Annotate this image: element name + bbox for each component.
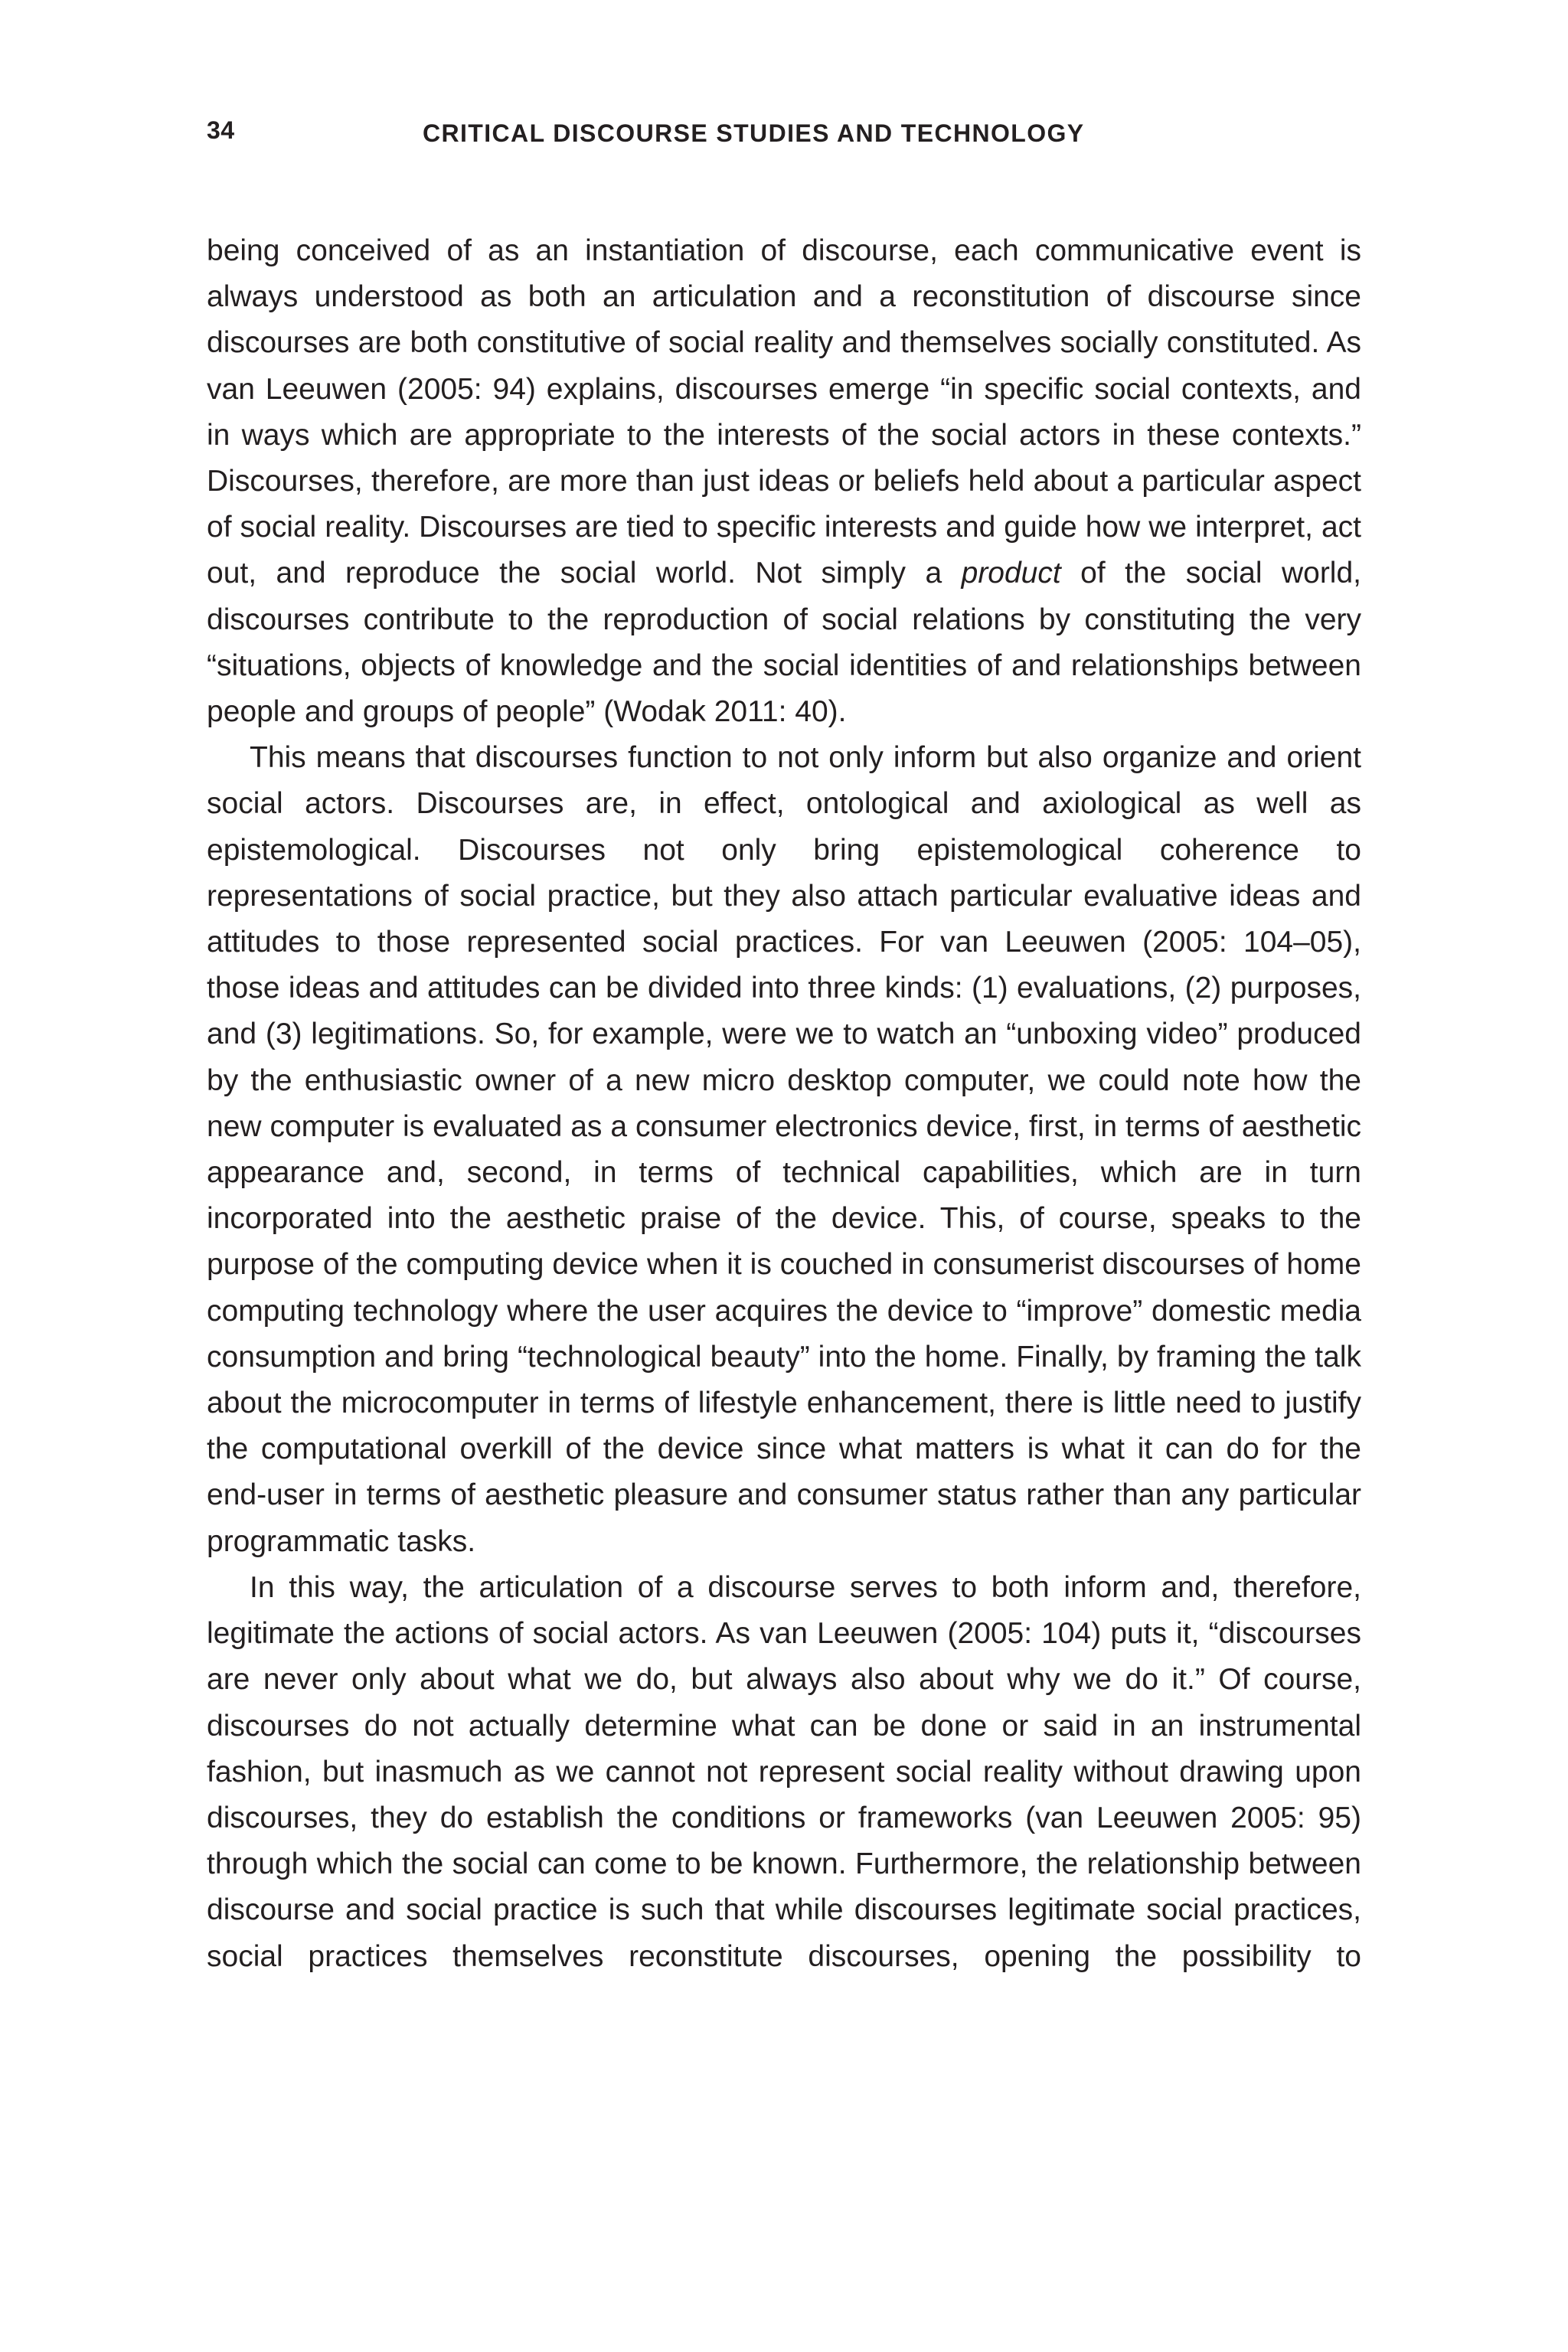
page-number: 34	[207, 116, 235, 144]
body-text	[207, 228, 1361, 1980]
paragraph-3: In this way, the articulation of a discourse serves to both inform and, therefore, legitimate the actions of social actors. As van Leeuwen (2005: 104) puts it, “discourses are never only about what we do, but always also about why we do it.” Of course, discourses do not actually determine what can be done or said in an instrumental fashion, but inasmuch as we cannot not represent social reality without drawing upon discourses, they do establish the conditions or frameworks (van Leeuwen 2005: 95) through which the social can come to be known. Furthermore, the relationship between discourse and social practice is such that while discourses legitimate social practices, social practices themselves reconstitute discourses, opening the possibility to	[207, 1570, 1361, 1973]
paragraph-1-text-start: being conceived of as an instantiation of discourse, each communicative event is always understood as both an articulation and a reconstitution of discourse since discourses are both constitutive of social reality and themselves socially constituted. As van Leeuwen (2005: 94) explains, discourses emerge “in specific social contexts, and in ways which are appropriate to the interests of the social actors in these contexts.” Discourses, therefore, are more than just ideas or beliefs held about a particular aspect of social reality. Discourses are tied to specific interests and guide how we interpret, act out, and reproduce the social world. Not simply a	[207, 234, 1361, 590]
paragraph-continued	[207, 228, 1361, 735]
running-title: CRITICAL DISCOURSE STUDIES AND TECHNOLOGY	[423, 119, 1085, 147]
paragraph-1-text-end: of the social world, discourses contribute to the reproduction of social relations by constituting the very “situations, objects of knowledge and the social identities of and relationships between people and groups of people” (Wodak 2011: 40).	[207, 557, 1361, 729]
running-head	[207, 115, 1361, 153]
paragraph-2: This means that discourses function to not only inform but also organize and orient social actors. Discourses are, in effect, ontological and axiological as well as epistemological. Discourses not only bring epistemological coherence to representations of social practice, but they also attach particular evaluative ideas and attitudes to those represented social practices. For van Leeuwen (2005: 104–05), those ideas and attitudes can be divided into three kinds: (1) evaluations, (2) purposes, and (3) legitimations. So, for example, were we to watch an “unboxing video” produced by the enthusiastic owner of a new micro desktop computer, we could note how the new computer is evaluated as a consumer electronics device, first, in terms of aesthetic appearance and, second, in terms of technical capabilities, which are in turn incorporated into the aesthetic praise of the device. This, of course, speaks to the purpose of the computing device when it is couched in consumerist discourses of home computing technology where the user acquires the device to “improve” domestic media consumption and bring “technological beauty” into the home. Finally, by framing the talk about the microcomputer in terms of lifestyle enhancement, there is little need to justify the computational overkill of the device since what matters is what it can do for the end-user in terms of aesthetic pleasure and consumer status rather than any particular programmatic tasks.	[207, 741, 1361, 1558]
italic-emphasis: product	[961, 557, 1061, 590]
